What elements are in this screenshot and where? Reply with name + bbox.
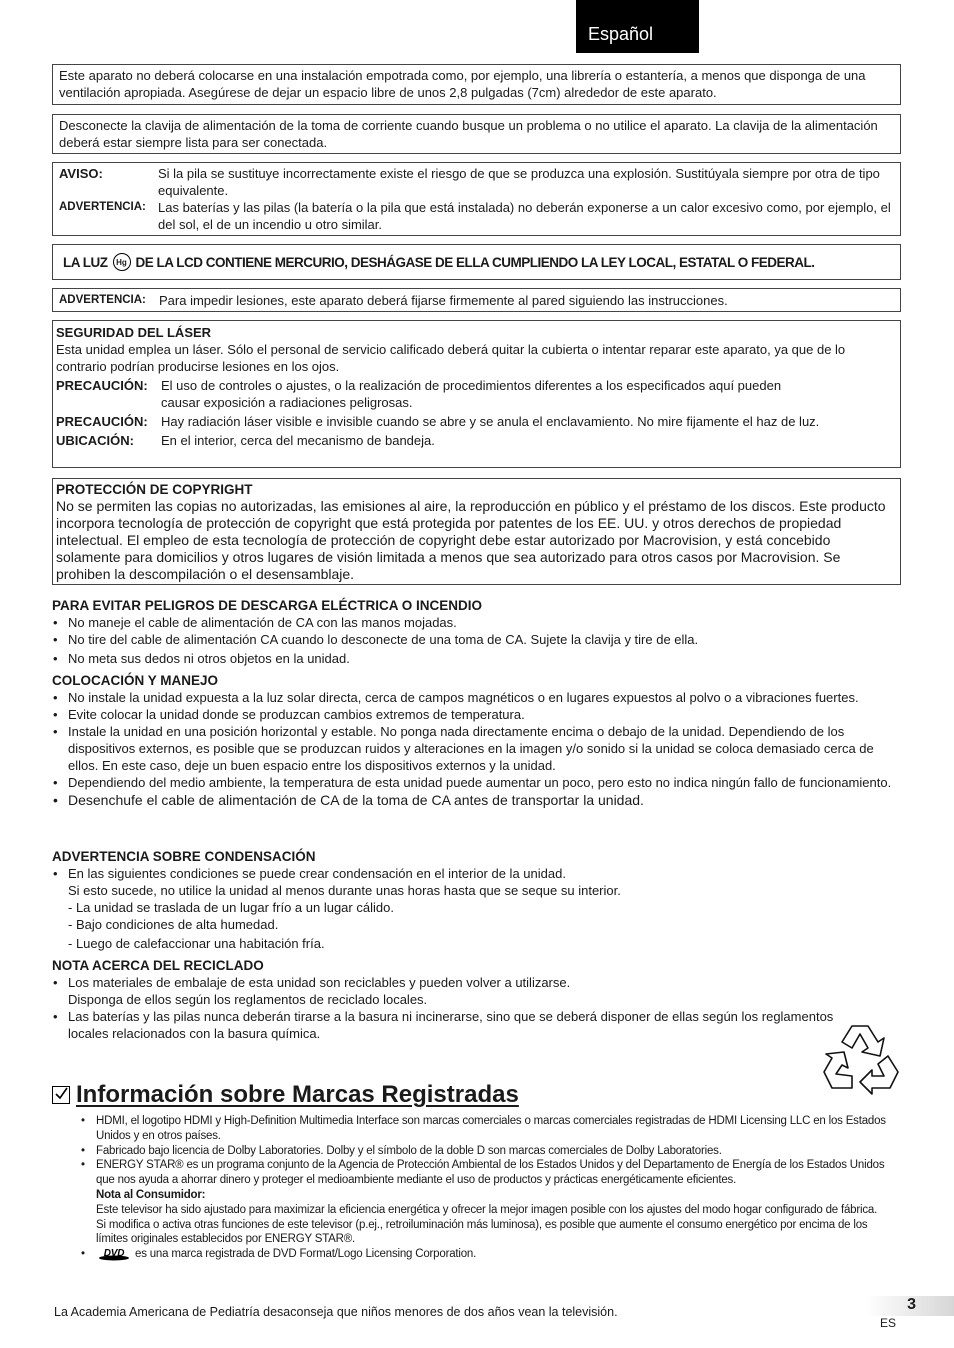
- aviso-label: AVISO:: [59, 166, 103, 181]
- list-item: • No instale la unidad expuesta a la luz solar directa, cerca de campos magnéticos o en lugares expuestos al polvo o a vibraciones fuertes.: [52, 689, 902, 706]
- recycling-section: [52, 957, 852, 1042]
- advertencia-label: ADVERTENCIA:: [59, 201, 146, 213]
- placement-section: [52, 672, 902, 809]
- shock-title: PARA EVITAR PELIGROS DE DESCARGA ELÉCTRICA O INCENDIO: [52, 598, 483, 613]
- energy-star-text: • ENERGY STAR® es un programa conjunto de la Agencia de Protección Ambiental de los Estados Unidos y del Departamento de Energía de los Estados Unidos que nos ayuda a ahorrar dinero y proteger el medioambiente mediante el uso de productos y prácticas energéticamente eficientes.: [96, 1159, 885, 1187]
- list-item: • HDMI, el logotipo HDMI y High-Definition Multimedia Interface son marcas comerciales o marcas comerciales registradas de HDMI Licensing LLC en los Estados Unidos y en otros países.: [80, 1114, 900, 1144]
- recycling-title: NOTA ACERCA DEL RECICLADO: [52, 958, 264, 973]
- list-item: • Evite colocar la unidad donde se produzcan cambios extremos de temperatura.: [52, 706, 902, 723]
- list-item: [52, 865, 902, 952]
- wall-mount-label: ADVERTENCIA:: [59, 294, 146, 306]
- placement-title: COLOCACIÓN Y MANEJO: [52, 673, 219, 688]
- consumer-note-1: Este televisor ha sido ajustado para maximizar la eficiencia energética y ofrecer la mejor imagen posible con los ajustes del modo hogar configurado de fábrica.: [96, 1203, 878, 1216]
- page-number: 3: [866, 1296, 954, 1316]
- mercury-warning-pre: LA LUZ: [63, 254, 108, 270]
- condensation-sub: - Bajo condiciones de alta humedad.: [68, 917, 279, 932]
- mercury-symbol-icon: Hg: [113, 253, 131, 271]
- page-language-code: ES: [880, 1316, 897, 1330]
- laser-title: SEGURIDAD DEL LÁSER: [56, 325, 212, 340]
- list-item: • No meta sus dedos ni otros objetos en la unidad.: [52, 650, 902, 667]
- recycling-item-1a: • Los materiales de embalaje de esta unidad son reciclables y pueden volver a utilizarse.: [68, 975, 571, 990]
- trademarks-title: Información sobre Marcas Registradas: [76, 1081, 519, 1108]
- advertencia-row: [59, 199, 894, 233]
- condensation-section: [52, 848, 902, 952]
- ventilation-notice: [52, 64, 901, 105]
- list-item: • Fabricado bajo licencia de Dolby Laboratories. Dolby y el símbolo de la doble D son marcas comerciales de Dolby Laboratories.: [80, 1144, 900, 1159]
- trademarks-heading: [52, 1081, 519, 1109]
- aviso-row: [59, 165, 894, 199]
- checkbox-icon: [52, 1086, 70, 1104]
- shock-section: [52, 597, 902, 667]
- laser-safety: [52, 320, 901, 468]
- dvd-logo-icon: [96, 1247, 132, 1261]
- list-item: • Instale la unidad en una posición horizontal y estable. No ponga nada directamente encima o debajo de la unidad. Dependiendo de los dispositivos externos, es posible que se produzcan ruidos y alteraciones en la imagen y/o sonido si la unidad se coloca demasiado cerca de ellos. En este caso, deje un buen espacio entre los dispositivos externos y la unidad.: [52, 723, 902, 774]
- wall-mount-text: Para impedir lesiones, este aparato deberá fijarse firmemente al pared siguiendo las instrucciones.: [159, 293, 728, 308]
- copyright-title: PROTECCIÓN DE COPYRIGHT: [56, 482, 253, 497]
- power-plug-text: Desconecte la clavija de alimentación de la toma de corriente cuando busque un problema o no utilice el aparato. La clavija de la alimentación deberá estar siempre lista para ser conectada.: [59, 118, 878, 150]
- copyright-text: No se permiten las copias no autorizadas, las emisiones al aire, la reproducción en público y el préstamo de los discos. Este producto incorpora tecnología de protección de copyright que está protegida por patentes de los EE. UU. y otros derechos de propiedad intelectual. El empleo de esta tecnología de protección de copyright debe estar autorizado por Macrovision, y está concebido solamente para domicilios y otros lugares de visión limitada a menos que sea autorizado para otros casos por Macrovision. Se prohiben la descompilación o el desensamblaje.: [56, 498, 886, 582]
- list-item: • Dependiendo del medio ambiente, la temperatura de esta unidad puede aumentar un poco, pero esto no indica ningún fallo de funcionamiento.: [52, 774, 902, 791]
- condensation-sub: - Luego de calefaccionar una habitación fría.: [68, 936, 325, 951]
- condensation-line2: Si esto sucede, no utilice la unidad al menos durante unas horas hasta que se seque su interior.: [68, 883, 621, 898]
- laser-caution-1-label: PRECAUCIÓN:: [56, 378, 148, 393]
- list-item: • Las baterías y las pilas nunca deberán tirarse a la basura ni incinerarse, sino que se deberá disponer de ellas según los reglamentos locales relacionados con la basura química.: [52, 1008, 852, 1042]
- list-item: [80, 1247, 900, 1262]
- power-plug-notice: [52, 114, 901, 154]
- laser-location: [56, 432, 897, 449]
- aviso-text: Si la pila se sustituye incorrectamente existe el riesgo de que se produzca una explosión. Sustitúyala siempre por otra de tipo equivalente.: [158, 166, 880, 198]
- trademarks-list: [80, 1114, 900, 1262]
- condensation-item: • En las siguientes condiciones se puede crear condensación en el interior de la unidad.: [68, 866, 566, 881]
- list-item: • No maneje el cable de alimentación de CA con las manos mojadas.: [52, 614, 902, 631]
- mercury-warning-post: DE LA LCD CONTIENE MERCURIO, DESHÁGASE DE ELLA CUMPLIENDO LA LEY LOCAL, ESTATAL O FEDERAL.: [135, 254, 815, 270]
- dvd-text: es una marca registrada de DVD Format/Logo Licensing Corporation.: [135, 1248, 477, 1261]
- laser-caution-2-text: Hay radiación láser visible e invisible cuando se abre y se anula el enclavamiento. No mire fijamente el haz de luz.: [161, 414, 820, 429]
- condensation-sub: - La unidad se traslada de un lugar frío a un lugar cálido.: [68, 900, 394, 915]
- laser-caution-2-label: PRECAUCIÓN:: [56, 414, 148, 429]
- condensation-title: ADVERTENCIA SOBRE CONDENSACIÓN: [52, 849, 316, 864]
- laser-caution-2: [56, 413, 897, 430]
- recycle-icon: [822, 1020, 902, 1096]
- language-tab: Español: [576, 0, 699, 53]
- copyright-protection: [52, 478, 901, 585]
- laser-location-label: UBICACIÓN:: [56, 433, 134, 448]
- dvd-logo-text: • DVD: [103, 1248, 125, 1260]
- battery-warning: [52, 162, 901, 236]
- consumer-note-label: Nota al Consumidor:: [96, 1188, 206, 1201]
- list-item: • Desenchufe el cable de alimentación de CA de la toma de CA antes de transportar la unidad.: [52, 792, 902, 809]
- consumer-note-2: Si modifica o activa otras funciones de este televisor (p.ej., retroiluminación más luminosa), es posible que aumente el consumo energético por encima de los límites originales establecidos por ENERGY STAR®.: [96, 1218, 868, 1246]
- wall-mount-warning: [52, 288, 901, 312]
- laser-intro: Esta unidad emplea un láser. Sólo el personal de servicio calificado deberá quitar la cubierta o intentar reparar este aparato, ya que de lo contrario podrían producirse lesiones en los ojos.: [56, 342, 846, 374]
- laser-caution-1-text: El uso de controles o ajustes, o la realización de procedimientos diferentes a los especificados aquí pueden causar exposición a radiaciones peligrosas.: [161, 378, 782, 410]
- advertencia-text: Las baterías y las pilas (la batería o la pila que está instalada) no deberán exponerse a un calor excesivo como, por ejemplo, el del sol, el de un incendio u otro similar.: [158, 200, 891, 232]
- ventilation-text: Este aparato no deberá colocarse en una instalación empotrada como, por ejemplo, una librería o estantería, a menos que disponga de una ventilación apropiada. Asegúrese de dejar un espacio libre de unos 2,8 pulgadas (7cm) alrededor de este aparato.: [59, 68, 866, 100]
- laser-caution-1: [56, 377, 897, 411]
- laser-location-text: En el interior, cerca del mecanismo de bandeja.: [161, 433, 435, 448]
- recycling-item-1b: Disponga de ellos según los reglamentos de reciclado locales.: [68, 992, 428, 1007]
- list-item: [80, 1158, 900, 1247]
- list-item: • No tire del cable de alimentación CA cuando lo desconecte de una toma de CA. Sujete la clavija y tire de ella.: [52, 631, 902, 648]
- pediatrics-footer: La Academia Americana de Pediatría desaconseja que niños menores de dos años vean la televisión.: [54, 1305, 618, 1319]
- list-item: [52, 974, 852, 1008]
- mercury-warning: [52, 244, 901, 280]
